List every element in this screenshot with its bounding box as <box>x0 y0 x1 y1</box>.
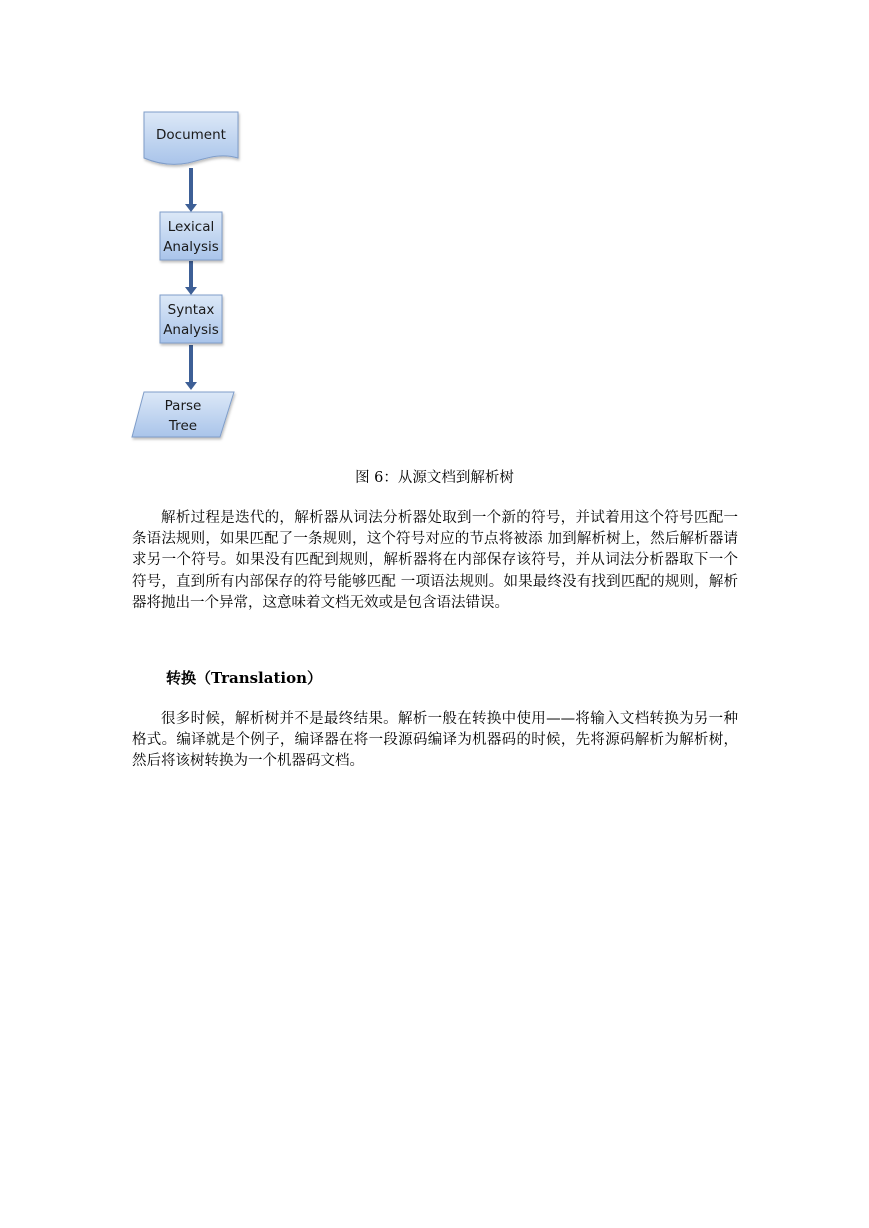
parse-tree-label-line1: Parse <box>164 398 202 414</box>
syntax-label-line2: Analysis <box>163 322 219 338</box>
translation-paragraph: 很多时候，解析树并不是最终结果。解析一般在转换中使用——将输入文档转换为另一种格式。编译就是个例子，编译器在将一段源码编译为机器码的时候，先将源码解析为解析树，然后将该树转换为一个机器码文档。 <box>132 711 738 770</box>
lexical-label-line1: Lexical <box>167 219 215 235</box>
syntax-label-line1: Syntax <box>167 302 215 318</box>
arrow-head-1 <box>185 204 197 212</box>
arrow-head-3 <box>185 382 197 390</box>
arrow-shaft-2 <box>189 261 193 288</box>
document-node-label: Document <box>156 127 226 143</box>
lexical-label-line2: Analysis <box>163 239 219 255</box>
flowchart-svg <box>128 108 248 444</box>
parse-tree-label-line2: Tree <box>168 418 198 434</box>
flow-arrows <box>185 168 197 390</box>
arrow-head-2 <box>185 287 197 295</box>
parsing-flowchart <box>128 108 248 444</box>
translation-heading: 转换（Translation） <box>166 669 322 687</box>
figure-caption: 图 6：从源文档到解析树 <box>355 470 514 486</box>
arrow-shaft-3 <box>189 345 193 383</box>
arrow-shaft-1 <box>189 168 193 206</box>
parsing-paragraph: 解析过程是迭代的，解析器从词法分析器处取到一个新的符号，并试着用这个符号匹配一条语法规则，如果匹配了一条规则，这个符号对应的节点将被添 加到解析树上，然后解析器请求另一个符号。如果没有匹配到规则，解析器将在内部保存该符号，并从词法分析器取下一个符号，直到所有内部保存的符号能够匹配 一项语法规则。如果最终没有找到匹配的规则，解析器将抛出一个异常，这意味着文档无效或是包含语法错误。 <box>132 510 738 611</box>
